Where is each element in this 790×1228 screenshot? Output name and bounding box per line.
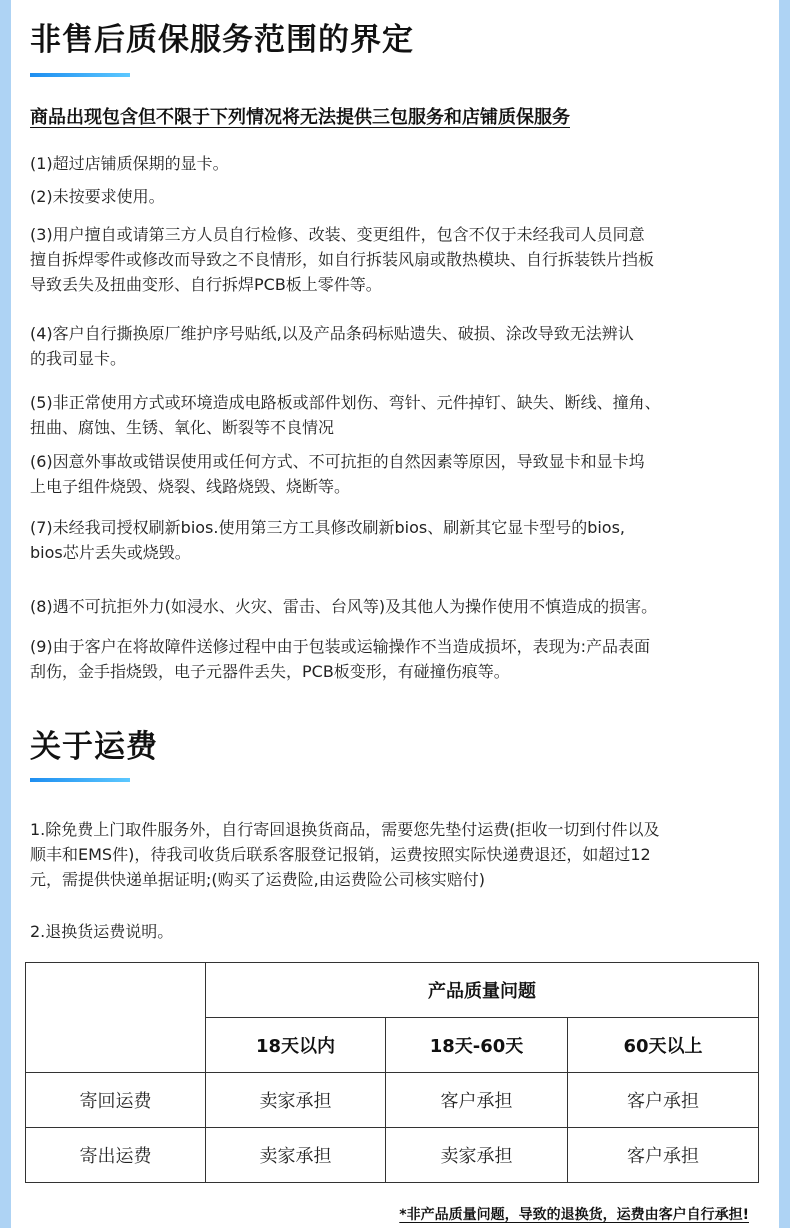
- table-row: [26, 1128, 759, 1183]
- shipping-note-heading: 2.退换货运费说明。: [30, 922, 174, 941]
- shipping-paragraph: 1.除免费上门取件服务外，自行寄回退换货商品，需要您先垫付运费(拒收一切到付件以及 顺丰和EMS件)，待我司收货后联系客服登记报销，运费按照实际快递费退还，如超过12 元，需提供快递单据证明;(购买了运费险,由运费险公司核实赔付): [30, 820, 660, 889]
- policy-page: [11, 0, 779, 1228]
- list-item: (1)超过店铺质保期的显卡。: [30, 154, 229, 173]
- list-item: (6)因意外事故或错误使用或任何方式、不可抗拒的自然因素等原因，导致显卡和显卡坞 上电子组件烧毁、烧裂、线路烧毁、烧断等。: [30, 452, 645, 496]
- list-item: (2)未按要求使用。: [30, 187, 165, 206]
- row-label: 寄出运费: [26, 1128, 206, 1183]
- list-item: (9)由于客户在将故障件送修过程中由于包装或运输操作不当造成损坏，表现为:产品表面 刮伤，金手指烧毁，电子元器件丢失，PCB板变形，有碰撞伤痕等。: [30, 637, 651, 681]
- list-item: (5)非正常使用方式或环境造成电路板或部件划伤、弯针、元件掉钉、缺失、断线、撞角、 扭曲、腐蚀、生锈、氧化、断裂等不良情况: [30, 393, 661, 437]
- table-group-header: 产品质量问题: [206, 963, 759, 1018]
- column-header: 18天-60天: [386, 1018, 568, 1073]
- section-subtitle: 商品出现包含但不限于下列情况将无法提供三包服务和店铺质保服务: [30, 107, 570, 128]
- table-cell: 客户承担: [568, 1128, 759, 1183]
- row-label: 寄回运费: [26, 1073, 206, 1128]
- table-row: [26, 1073, 759, 1128]
- table-corner-cell: [26, 963, 206, 1073]
- table-cell: 客户承担: [386, 1073, 568, 1128]
- list-item: (7)未经我司授权刷新bios.使用第三方工具修改刷新bios、刷新其它显卡型号的bios, bios芯片丢失或烧毁。: [30, 518, 626, 562]
- table-cell: 卖家承担: [206, 1128, 386, 1183]
- title-accent-bar: [30, 73, 130, 77]
- title-accent-bar: [30, 778, 130, 782]
- column-header: 60天以上: [568, 1018, 759, 1073]
- table-cell: 客户承担: [568, 1073, 759, 1128]
- section-title-shipping: 关于运费: [30, 729, 158, 765]
- shipping-fee-table: [25, 962, 759, 1183]
- list-item: (8)遇不可抗拒外力(如浸水、火灾、雷击、台风等)及其他人为操作使用不慎造成的损害。: [30, 597, 658, 616]
- footnote: *非产品质量问题，导致的退换货，运费由客户自行承担!: [399, 1207, 749, 1223]
- table-cell: 卖家承担: [206, 1073, 386, 1128]
- section-title-warranty-scope: 非售后质保服务范围的界定: [30, 22, 414, 58]
- list-item: (4)客户自行撕换原厂维护序号贴纸,以及产品条码标贴遗失、破损、涂改导致无法辨认 的我司显卡。: [30, 324, 634, 368]
- table-row: [26, 963, 759, 1018]
- table-cell: 卖家承担: [386, 1128, 568, 1183]
- list-item: (3)用户擅自或请第三方人员自行检修、改装、变更组件，包含不仅于未经我司人员同意 擅自拆焊零件或修改而导致之不良情形，如自行拆装风扇或散热模块、自行拆装铁片挡板 导致丢失及扭曲变形、自行拆焊PCB板上零件等。: [30, 225, 655, 294]
- column-header: 18天以内: [206, 1018, 386, 1073]
